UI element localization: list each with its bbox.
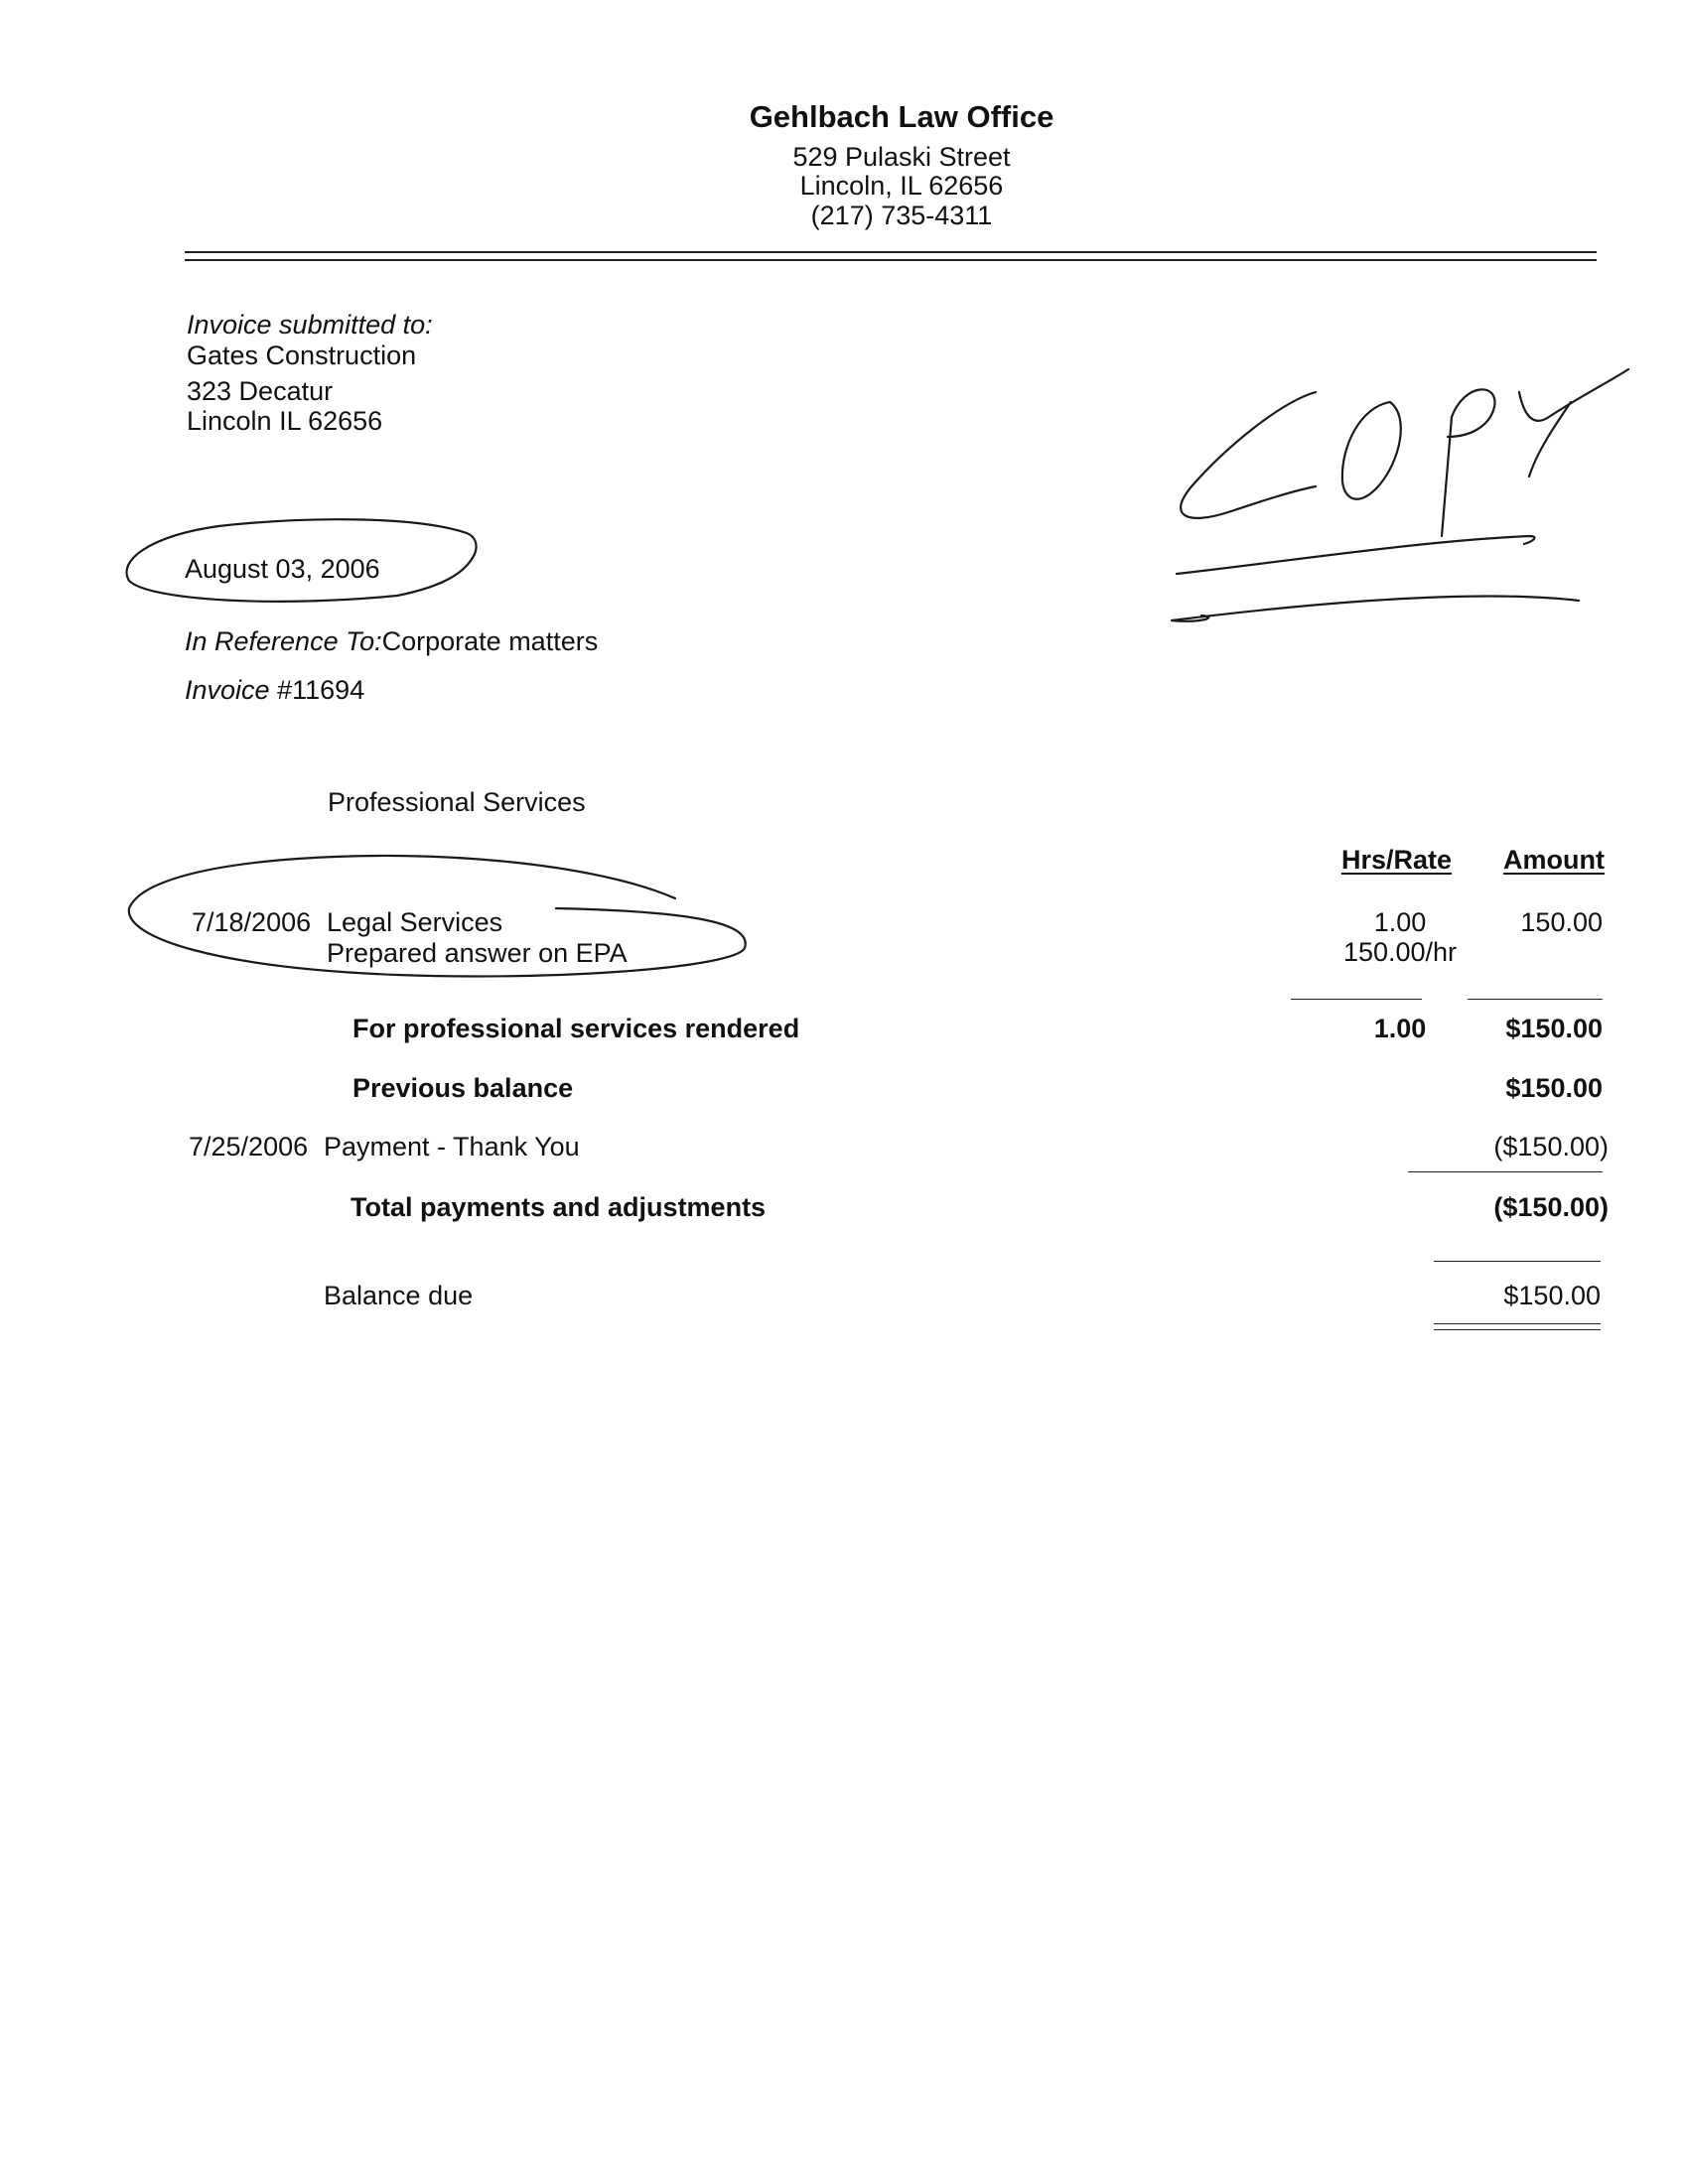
invoice-number-value: #11694 [277,675,365,705]
service-entry-rate: 150.00/hr [1342,937,1458,967]
firm-name: Gehlbach Law Office [749,99,1054,134]
payment-amount: ($150.00) [1493,1132,1609,1161]
payment-label: Payment - Thank You [324,1132,580,1161]
reference-value: Corporate matters [381,626,599,656]
invoice-number-label: Invoice [185,675,270,705]
firm-address-line2: Lincoln, IL 62656 [799,171,1004,201]
service-entry-title: Legal Services [327,907,503,937]
previous-balance-label: Previous balance [352,1073,574,1103]
previous-balance-amount: $150.00 [1505,1073,1603,1103]
total-payments-amount: ($150.00) [1493,1192,1609,1222]
subtotal-label: For professional services rendered [352,1014,800,1043]
recipient-label: Invoice submitted to: [187,310,433,340]
service-circle-mark [129,856,746,977]
reference-label: In Reference To: [185,626,382,656]
balance-due-label: Balance due [324,1281,474,1310]
column-header-amount: Amount [1503,845,1605,875]
service-entry-amount: 150.00 [1520,907,1603,937]
column-header-hrs-rate: Hrs/Rate [1340,845,1452,875]
subtotal-hours: 1.00 [1373,1014,1427,1043]
recipient-name: Gates Construction [187,341,417,370]
date-circle-mark [127,519,477,602]
firm-phone: (217) 735-4311 [810,201,993,230]
service-entry-hours: 1.00 [1373,907,1427,937]
subtotal-amount: $150.00 [1505,1014,1603,1043]
firm-address-line1: 529 Pulaski Street [792,142,1011,172]
invoice-date: August 03, 2006 [185,554,380,584]
services-heading: Professional Services [328,787,586,817]
recipient-address-line2: Lincoln IL 62656 [187,406,383,436]
recipient-address-line1: 323 Decatur [187,376,334,406]
payment-date: 7/25/2006 [189,1132,309,1161]
copy-stamp-mark [1172,369,1628,621]
total-payments-label: Total payments and adjustments [351,1192,767,1222]
service-entry-date: 7/18/2006 [192,907,312,937]
balance-due-amount: $150.00 [1503,1281,1601,1310]
service-entry-description: Prepared answer on EPA [327,938,628,968]
copy-stamp-text: COPY [1390,467,1393,468]
